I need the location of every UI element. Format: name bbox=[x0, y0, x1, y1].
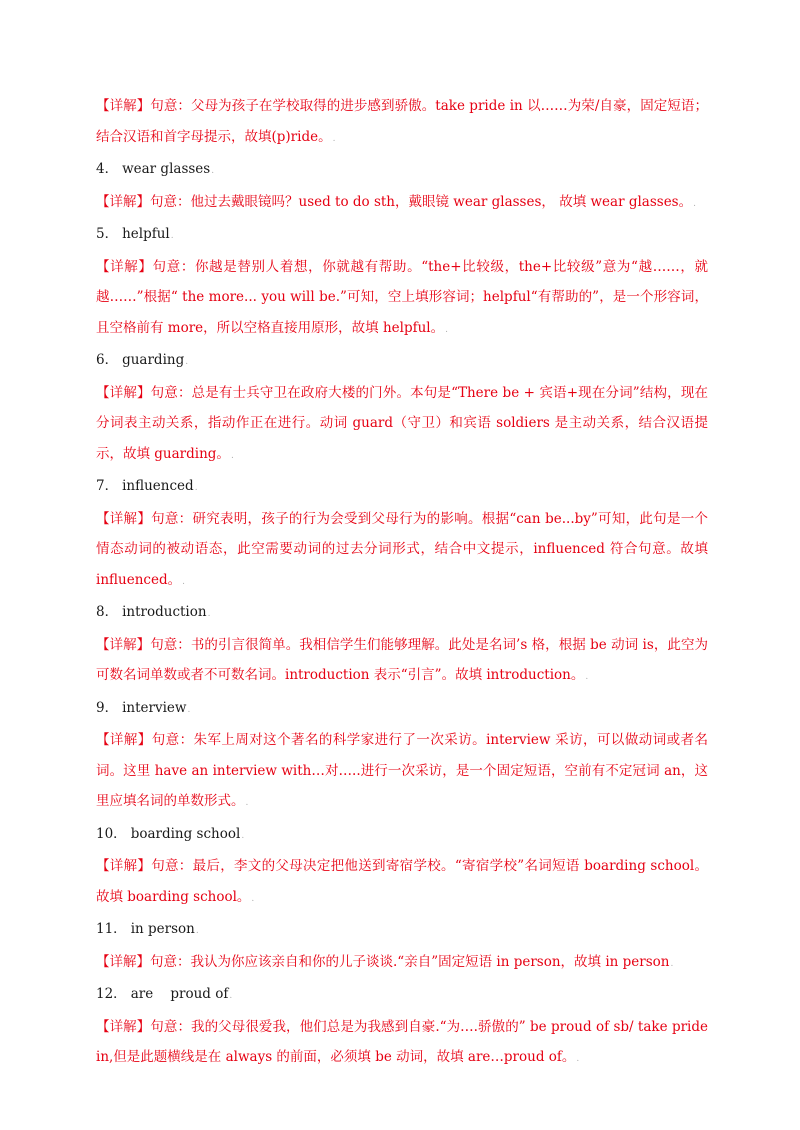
answer-number: 6． bbox=[96, 352, 119, 368]
answer-8: 8． introduction. bbox=[96, 604, 211, 620]
explanation-11: 【详解】句意：我认为你应该亲自和你的儿子谈谈.“亲自”固定短语 in person，故填 in person. bbox=[96, 953, 674, 970]
explanation-12: 【详解】句意：我的父母很爱我，他们总是为我感到自豪.“为….骄傲的” be proud of sb/ take pride in,但是此题横线是在 always 的前面，必须填 be 动词，故填 are…proud of。. bbox=[96, 1018, 708, 1065]
answer-number: 12． bbox=[96, 986, 127, 1002]
answer-12: 12． are proud of. bbox=[96, 986, 233, 1002]
explanation-5: 【详解】句意：你越是替别人着想，你就越有帮助。“the+比较级，the+比较级”意为“越……，就越……”根据“ the more... you will be.”可知，空上填形容词；helpful“有帮助的”，是一个形容词，且空格前有 more，所以空格直接用原形，故填 helpful。. bbox=[96, 258, 708, 336]
answer-11: 11． in person. bbox=[96, 921, 199, 937]
answer-text: interview bbox=[122, 699, 187, 716]
answer-text: in person bbox=[130, 921, 195, 937]
answer-text: are proud of bbox=[130, 986, 229, 1002]
explanation-3: 【详解】句意：父母为孩子在学校取得的进步感到骄傲。take pride in 以……为荣/自豪，固定短语；结合汉语和首字母提示，故填(p)ride。. bbox=[96, 98, 708, 145]
answer-text: influenced bbox=[122, 478, 194, 494]
answer-5: 5． helpful. bbox=[96, 226, 174, 242]
answer-7: 7． influenced. bbox=[96, 478, 198, 494]
answer-number: 4． bbox=[96, 161, 119, 177]
answer-text: wear glasses bbox=[122, 161, 211, 177]
answer-10: 10． boarding school. bbox=[96, 825, 245, 842]
explanation-9: 【详解】句意：朱军上周对这个著名的科学家进行了一次采访。interview 采访，可以做动词或者名词。这里 have an interview with…对…..进行一次采访，是一个固定短语，空前有不定冠词 an，这里应填名词的单数形式。. bbox=[96, 732, 708, 809]
explanation-10: 【详解】句意：最后，李文的父母决定把他送到寄宿学校。“寄宿学校”名词短语 boarding school。故填 boarding school。. bbox=[96, 858, 708, 905]
explanation-4: 【详解】句意：他过去戴眼镜吗？used to do sth，戴眼镜 wear glasses， 故填 wear glasses。. bbox=[96, 193, 696, 210]
answer-6: 6． guarding. bbox=[96, 352, 189, 368]
answer-text: guarding bbox=[122, 352, 185, 368]
answer-explanations bbox=[96, 91, 708, 1075]
answer-text: introduction bbox=[122, 604, 207, 620]
answer-number: 7． bbox=[96, 478, 119, 494]
explanation-8: 【详解】句意：书的引言很简单。我相信学生们能够理解。此处是名词’s 格，根据 be 动词 is，此空为可数名词单数或者不可数名词。introduction 表示“引言”。故填 introduction。. bbox=[96, 636, 708, 683]
explanation-6: 【详解】句意：总是有士兵守卫在政府大楼的门外。本句是“There be + 宾语+现在分词”结构，现在分词表主动关系，指动作正在进行。动词 guard（守卫）和宾语 soldiers 是主动关系，结合汉语提示，故填 guarding。. bbox=[96, 384, 708, 462]
answer-number: 8． bbox=[96, 604, 119, 620]
answer-4: 4． wear glasses. bbox=[96, 161, 215, 177]
answer-number: 9． bbox=[96, 699, 119, 716]
answer-number: 11． bbox=[96, 921, 127, 937]
answer-9: 9． interview. bbox=[96, 699, 191, 716]
answer-text: boarding school bbox=[130, 825, 241, 842]
answer-number: 5． bbox=[96, 226, 119, 242]
answer-number: 10． bbox=[96, 825, 127, 842]
explanation-7: 【详解】句意：研究表明，孩子的行为会受到父母行为的影响。根据“can be...by”可知，此句是一个情态动词的被动语态，此空需要动词的过去分词形式，结合中文提示，influenced 符合句意。故填 influenced。. bbox=[96, 510, 708, 588]
answer-text: helpful bbox=[122, 226, 170, 242]
